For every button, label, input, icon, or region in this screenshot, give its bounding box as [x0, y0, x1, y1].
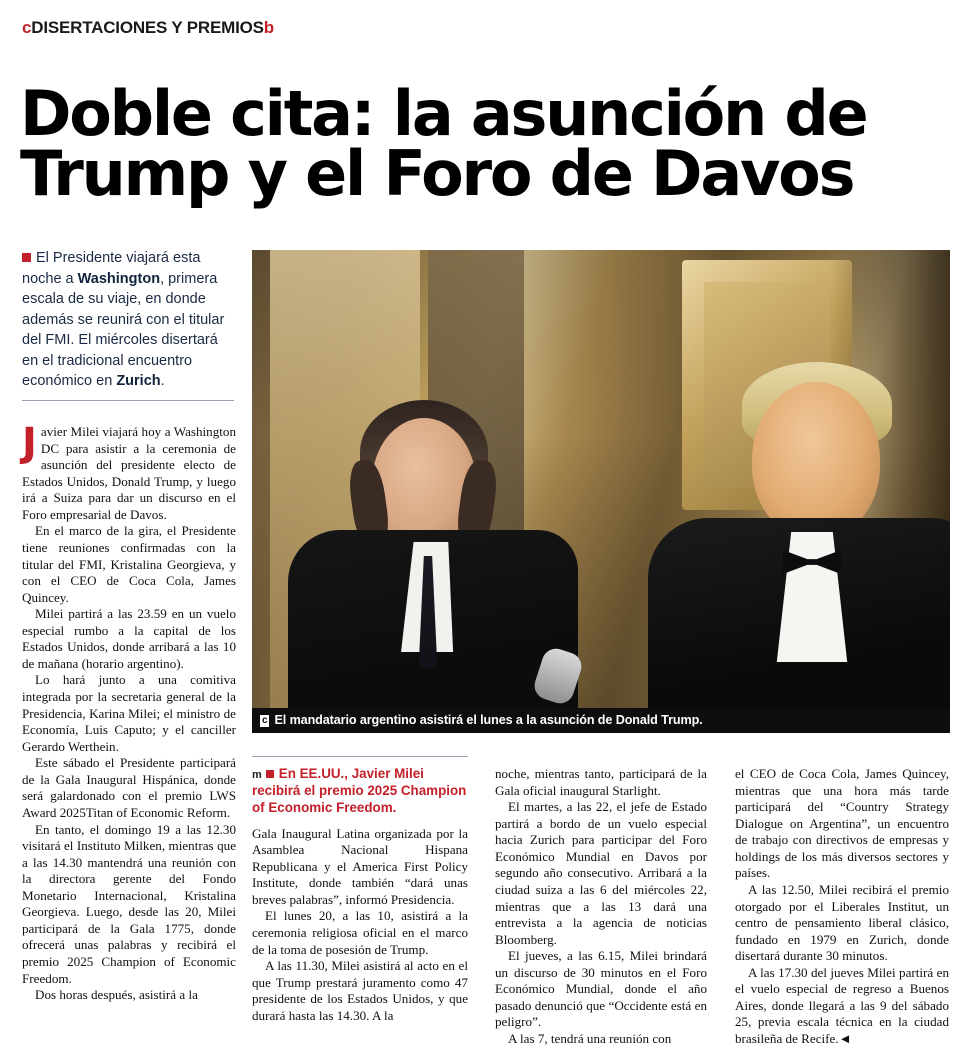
lead-bold: Zurich — [116, 373, 161, 390]
body-paragraph: Gala Inaugural Latina organizada por la Asamblea Nacional Hispana Republicana y el America First Policy Institute, donde también “dará unas breves palabras”, informó Presidencia. — [252, 825, 468, 907]
drop-cap: J — [22, 420, 37, 466]
body-paragraph: Milei partirá a las 23.59 en un vuelo especial rumbo a la capital de los Estados Unidos, donde arribará a las 10 de mañana (horario argentino). — [22, 606, 236, 671]
kicker-close-bracket: b — [263, 18, 274, 37]
body-column-4 — [735, 766, 949, 1048]
body-paragraph: el CEO de Coca Cola, James Quincey, mientras que una hora más tarde participará del “Country Strategy Dialogue on Argentina”, un encuentro de trabajo con directivos de empresas y holdings de los más diversos sectores y países. — [735, 766, 949, 881]
pull-quote — [252, 766, 468, 817]
photo-person-right-head — [752, 382, 880, 538]
body-paragraph: Lo hará junto a una comitiva integrada por la secretaria general de la Presidencia, Karina Milei; el ministro de Economía, Luis Caputo; y el canciller Gerardo Werthein. — [22, 672, 236, 754]
section-kicker — [22, 18, 942, 38]
square-bullet-icon — [22, 253, 31, 262]
body-paragraph: En el marco de la gira, el Presidente tiene reuniones confirmadas con la titular del FMI, Kristalina Georgieva, y con el CEO de Coca Cola, James Quincey. — [22, 523, 236, 605]
column-divider — [252, 756, 468, 757]
lead-text: El Presidente viajará esta noche a Washington, primera escala de su viaje, en donde además se reunirá con el titular del FMI. El miércoles disertará en el tradicional encuentro económico en Zurich. — [22, 250, 225, 390]
body-paragraph: A las 12.50, Milei recibirá el premio otorgado por el Liberales Institut, un centro de pensamiento liberal clásico, fundado en 1979 en Zurich, donde disertará durante 30 minutos. — [735, 881, 949, 964]
body-paragraph: En tanto, el domingo 19 a las 12.30 visitará el Instituto Milken, mientras que a las 14.30 mantendrá una reunión con la directora gerente del Fondo Monetario Internacional, Kristalina Georgieva. Luego, desde las 20, Milei participará de la Gala 1775, donde ofrecerá unas palabras y recibirá el premio 2025 Champion of Economic Freedom. — [22, 821, 236, 986]
photo-image — [252, 250, 950, 708]
body-paragraph: Este sábado el Presidente participará de la Gala Inaugural Hispánica, donde será galardonado con el premio LWS Award 2025Titan of Economic Reform. — [22, 755, 236, 820]
body-paragraph: El martes, a las 22, el jefe de Estado partirá a bordo de un vuelo especial hacia Zurich para participar del Foro Económico Mundial en Davos por segundo año consecutivo. Arribará a la ciudad suiza a las 6 del miércoles 22, mientras que a las 13 dará una entrevista a la agencia de noticias Bloomberg. — [495, 799, 707, 947]
pull-quote-text: En EE.UU., Javier Milei recibirá el premio 2025 Champion of Economic Freedom. — [252, 766, 467, 815]
body-paragraph: Dos horas después, asistirá a la — [35, 987, 198, 1003]
body-paragraph: El lunes 20, a las 10, asistirá a la ceremonia religiosa oficial en el marco de la toma de posesión de Trump. — [252, 908, 468, 957]
body-paragraph: El jueves, a las 6.15, Milei brindará un discurso de 30 minutos en el Foro Económico Mundial, donde el año pasado denunció que “Occidente está en peligro”. — [495, 948, 707, 1030]
pull-quote-mark: m — [252, 769, 262, 781]
lead-block — [22, 248, 234, 401]
body-paragraph: A las 7, tendrá una reunión con — [508, 1031, 672, 1046]
caption-text: El mandatario argentino asistirá el lunes a la asunción de Donald Trump. — [274, 713, 703, 727]
kicker-text: DISERTACIONES Y PREMIOS — [31, 18, 264, 37]
page-title: Doble cita: la asunción de Trump y el Foro de Davos — [20, 76, 867, 211]
kicker-open-bracket: c — [22, 18, 32, 37]
body-paragraph: A las 17.30 del jueves Milei partirá en el vuelo especial de regreso a Buenos Aires, donde llegará a las 9 del sábado 25, previa escala técnica en la ciudad brasileña de Recife.◄ — [735, 964, 949, 1046]
lead-divider — [22, 400, 234, 401]
square-bullet-icon — [266, 770, 274, 778]
lead-bold: Washington — [77, 270, 161, 287]
body-column-2 — [252, 766, 468, 1024]
body-paragraph: avier Milei viajará hoy a Washington DC para asistir a la ceremonia de asunción del presidente electo de Estados Unidos, Donald Trump, y luego irá a Suiza para dar un discurso en el Foro empresarial de Davos. — [22, 424, 236, 522]
photo-caption — [252, 708, 950, 733]
body-paragraph: noche, mientras tanto, participará de la Gala oficial inaugural Starlight. — [495, 766, 707, 798]
caption-mark-icon: c — [262, 715, 268, 726]
body-paragraph: A las 11.30, Milei asistirá al acto en el que Trump prestará juramento como 47 presidente de los Estados Unidos, y que durará hasta las 14.30. A la — [252, 958, 468, 1023]
body-column-1 — [22, 420, 236, 1004]
body-column-3 — [495, 766, 707, 1048]
article-photo-block — [252, 250, 950, 733]
